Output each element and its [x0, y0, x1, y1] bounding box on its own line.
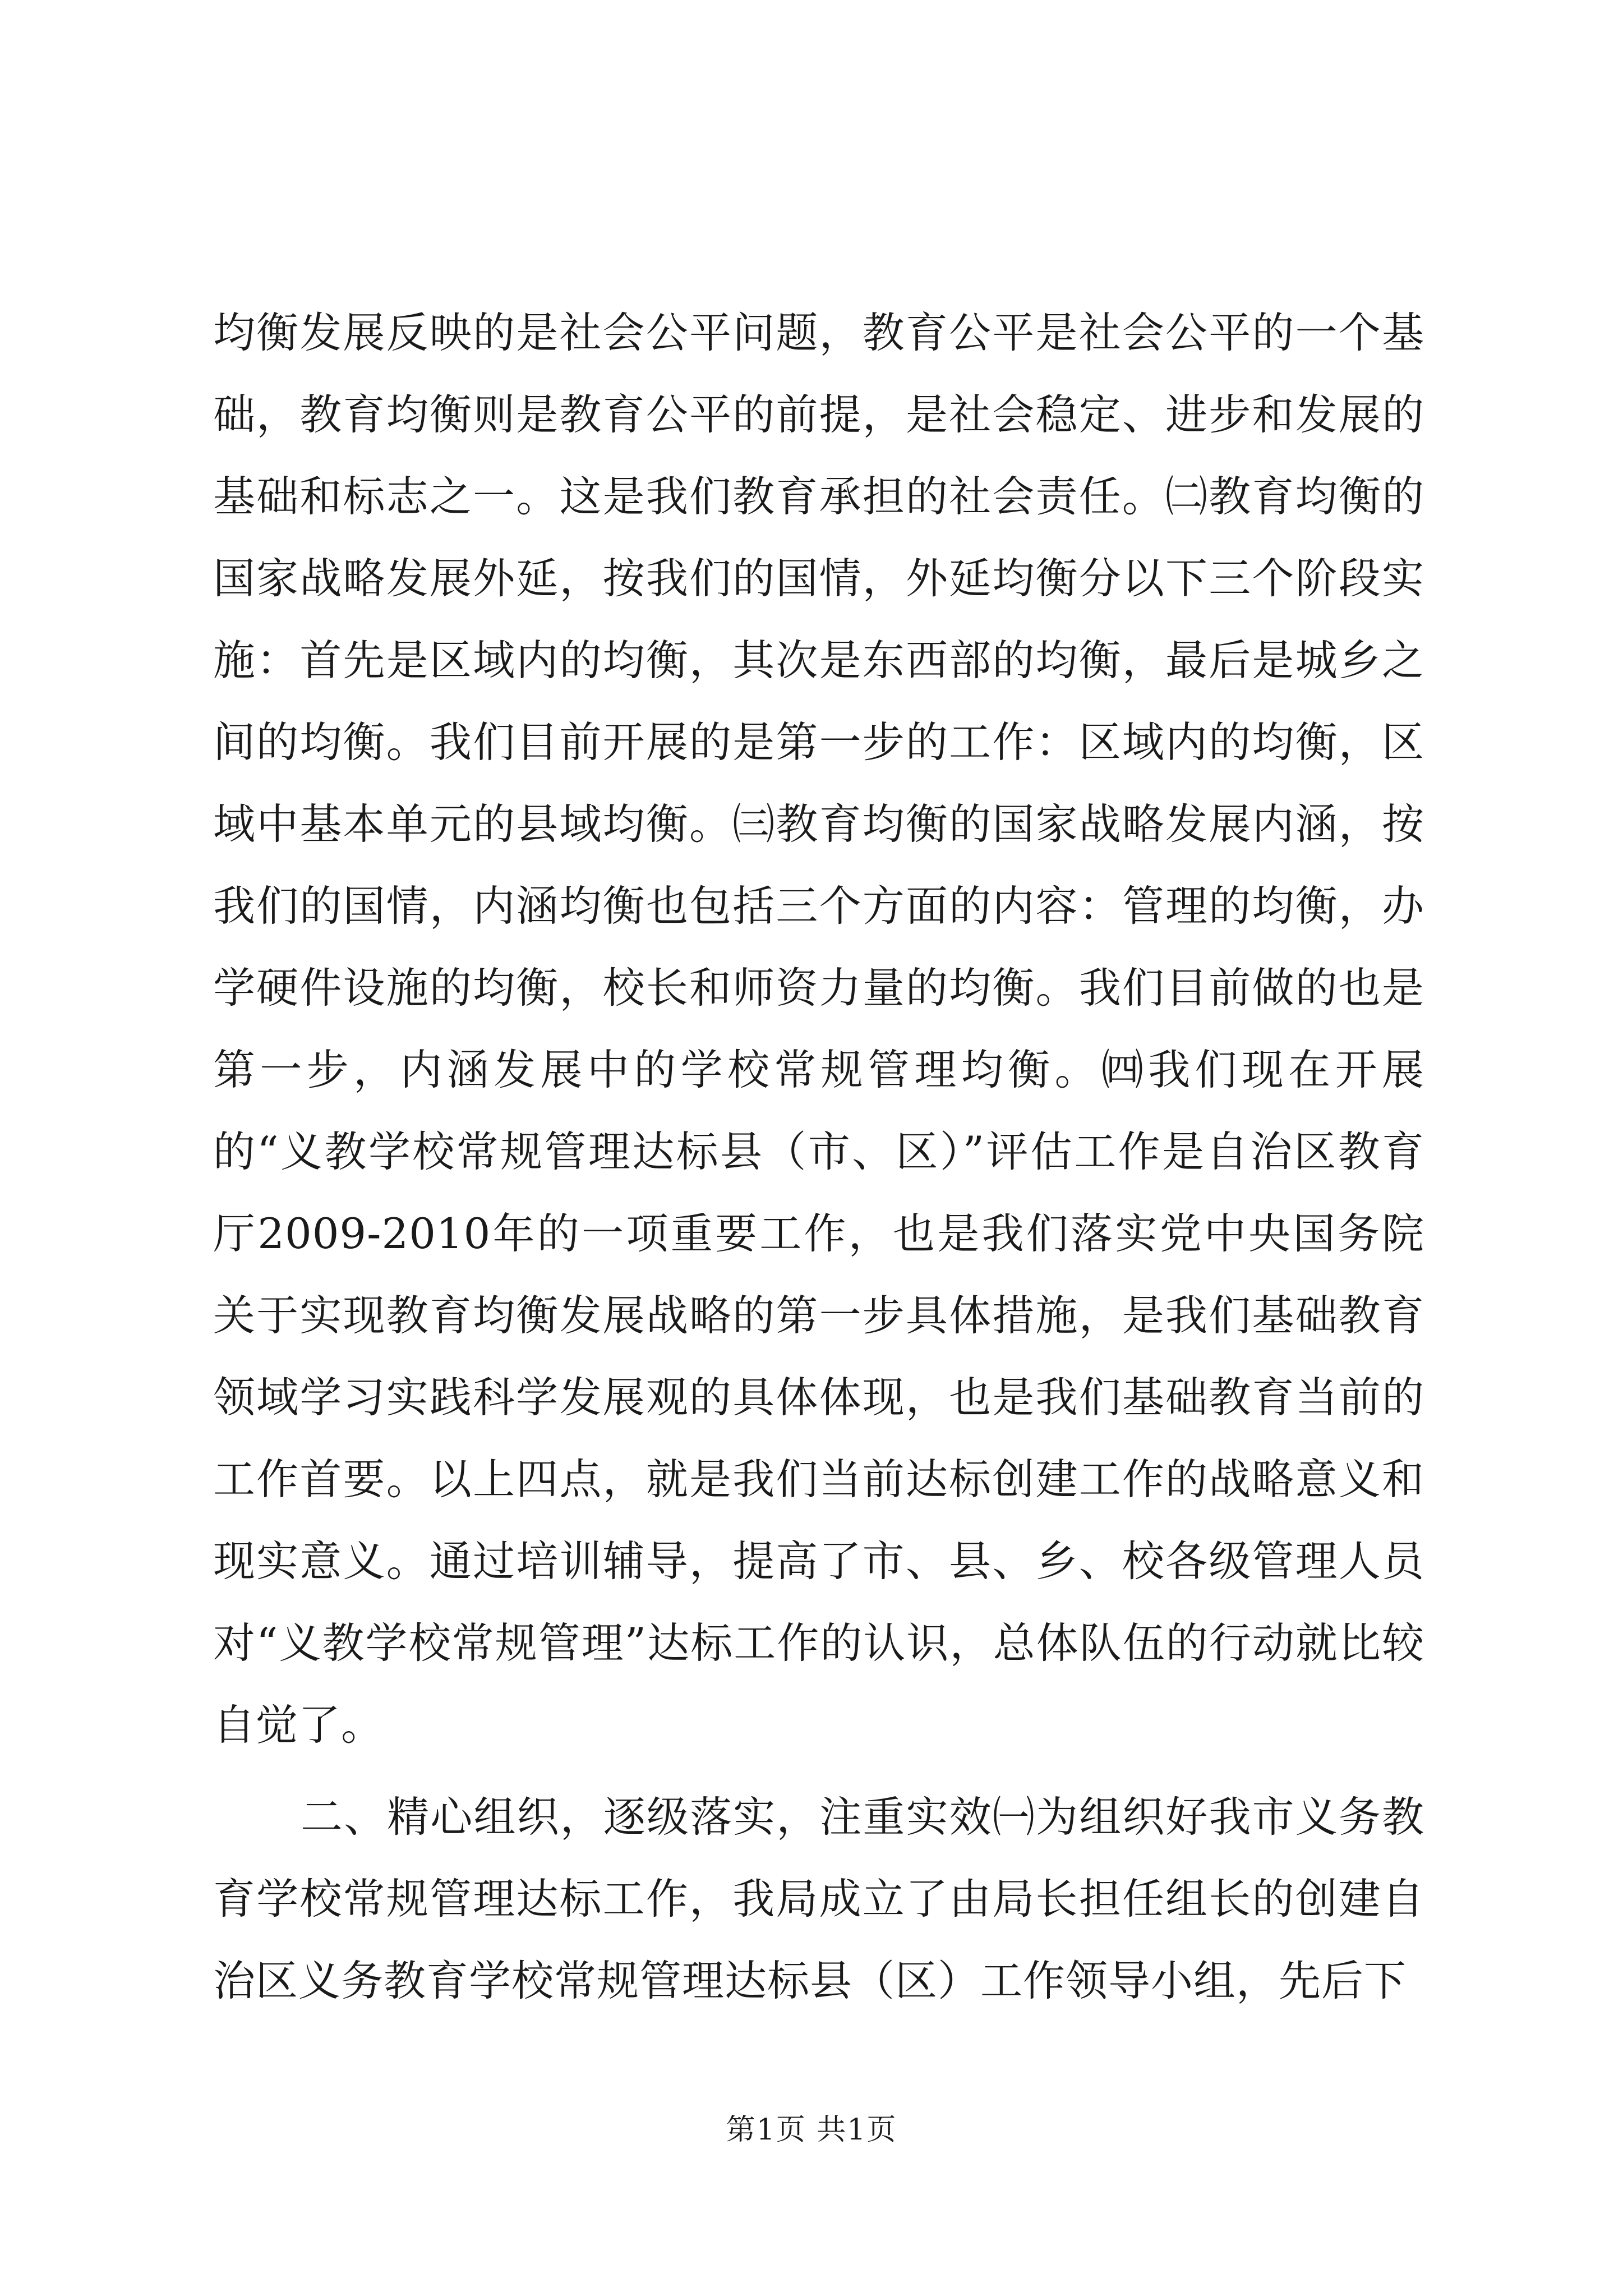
- document-body: [213, 292, 1424, 2022]
- paragraph-2: 二、精心组织，逐级落实，注重实效㈠为组织好我市义务教育学校常规管理达标工作，我局成立了由局长担任组长的创建自治区义务教育学校常规管理达标县（区）工作领导小组，先后下: [213, 1792, 1424, 2005]
- paragraph-1: 均衡发展反映的是社会公平问题，教育公平是社会公平的一个基础，教育均衡则是教育公平的前提，是社会稳定、进步和发展的基础和标志之一。这是我们教育承担的社会责任。㈡教育均衡的国家战略发展外延，按我们的国情，外延均衡分以下三个阶段实施：首先是区域内的均衡，其次是东西部的均衡，最后是城乡之间的均衡。我们目前开展的是第一步的工作：区域内的均衡，区域中基本单元的县域均衡。㈢教育均衡的国家战略发展内涵，按我们的国情，内涵均衡也包括三个方面的内容：管理的均衡，办学硬件设施的均衡，校长和师资力量的均衡。我们目前做的也是第一步，内涵发展中的学校常规管理均衡。㈣我们现在开展的“义教学校常规管理达标县（市、区）”评估工作是自治区教育厅2009-2010年的一项重要工作，也是我们落实党中央国务院关于实现教育均衡发展战略的第一步具体措施，是我们基础教育领域学习实践科学发展观的具体体现，也是我们基础教育当前的工作首要。以上四点，就是我们当前达标创建工作的战略意义和现实意义。通过培训辅导，提高了市、县、乡、校各级管理人员对“义教学校常规管理”达标工作的认识，总体队伍的行动就比较自觉了。: [213, 308, 1424, 1750]
- page-number-label: 第1页 共1页: [726, 2113, 897, 2147]
- page-footer: [0, 2110, 1623, 2150]
